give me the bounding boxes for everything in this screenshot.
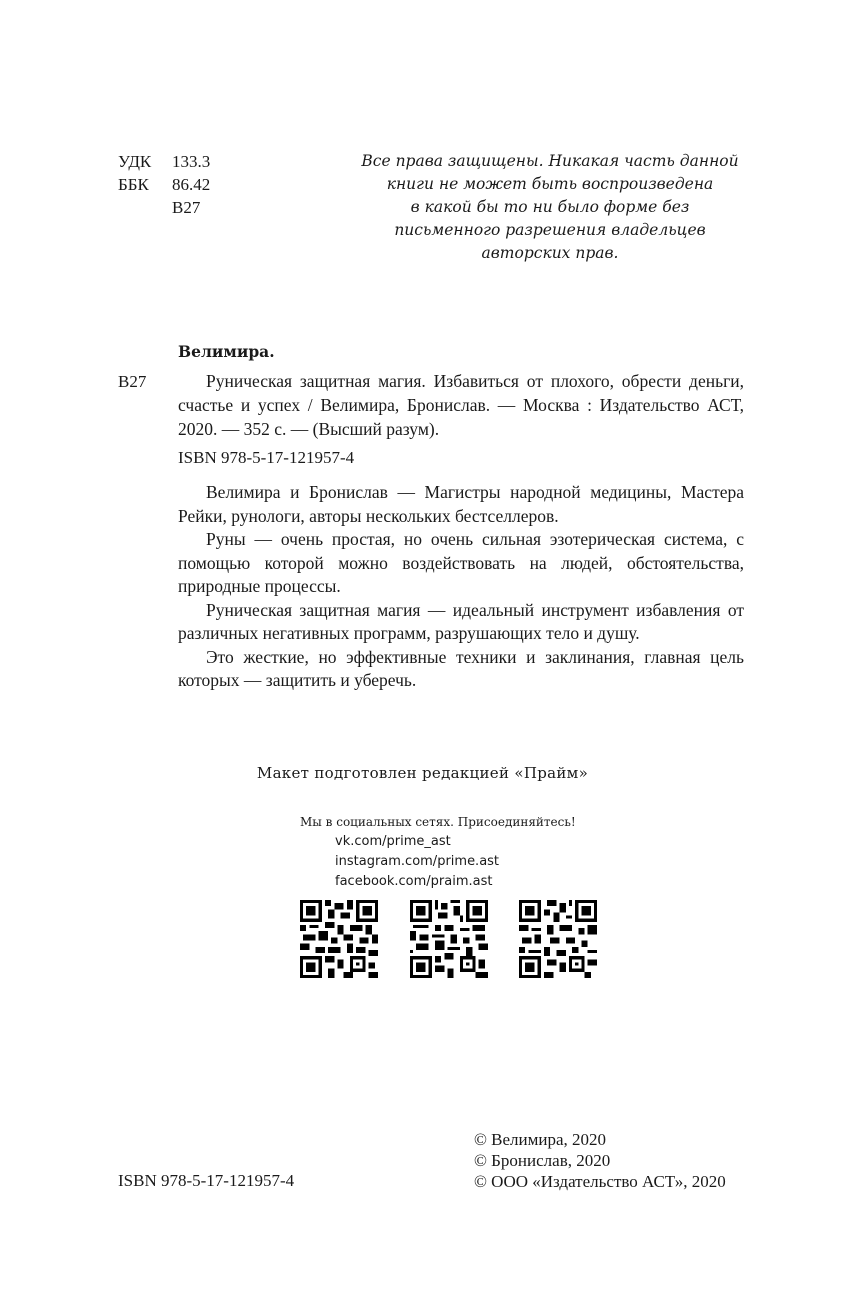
bibliography-author: Велимира. (178, 342, 275, 361)
bibliography-code: В27 (118, 372, 147, 391)
author-mark-label (118, 196, 172, 219)
annotation-paragraph: Руны — очень простая, но очень сильная эзотерическая система, с помощью которой можно воздействовать на людей, обстоятельства, природные процессы. (178, 529, 744, 596)
annotation-paragraph: Велимира и Бронислав — Магистры народной медицины, Мастера Рейки, рунологи, авторы нескольких бестселлеров. (178, 482, 744, 526)
bibliography-text: Руническая защитная магия. Избавиться от плохого, обрести деньги, счастье и успех / Велимира, Бронислав. — Москва : Издательство АСТ, 2020. — 352 с. — (Высший разум). (178, 371, 744, 439)
social-heading: Мы в социальных сетях. Присоединяйтесь! (300, 815, 576, 829)
udk-value: 133.3 (172, 152, 211, 171)
qr-code-svg (410, 900, 488, 978)
bbk-label: ББК (118, 175, 149, 194)
qr-code-facebook-icon (519, 900, 597, 978)
annotation (178, 481, 744, 693)
rights-line: в какой бы то ни было форме без (410, 198, 690, 216)
udk-row (118, 150, 210, 173)
qr-code-instagram-icon (410, 900, 488, 978)
qr-code-svg (300, 900, 378, 978)
bibliography-isbn: ISBN 978-5-17-121957-4 (178, 448, 355, 467)
author-mark-row (118, 196, 210, 219)
rights-line: книги не может быть воспроизведена (386, 175, 714, 193)
rights-line: Все права защищены. Никакая часть данной (361, 152, 739, 170)
instagram-link[interactable]: instagram.com/prime.ast (335, 854, 500, 869)
social-links (335, 832, 499, 892)
qr-code-vk-icon (300, 900, 378, 978)
copyright-block (474, 1129, 726, 1192)
layout-credit: Макет подготовлен редакцией «Прайм» (256, 764, 589, 782)
classification-codes (118, 150, 210, 219)
rights-line: авторских прав. (481, 244, 619, 262)
annotation-paragraph: Руническая защитная магия — идеальный инструмент избавления от различных негативных программ, разрушающих тело и душу. (178, 599, 744, 643)
udk-label: УДК (118, 152, 152, 171)
rights-notice (350, 150, 750, 265)
qr-code-svg (519, 900, 597, 978)
bbk-row (118, 173, 210, 196)
vk-link[interactable]: vk.com/prime_ast (335, 834, 451, 849)
author-mark-value: В27 (172, 198, 201, 217)
bbk-value: 86.42 (172, 175, 211, 194)
copyright-line: © Велимира, 2020 (474, 1130, 607, 1149)
copyright-line: © ООО «Издательство АСТ», 2020 (474, 1172, 726, 1191)
footer-isbn: ISBN 978-5-17-121957-4 (118, 1171, 295, 1190)
annotation-paragraph: Это жесткие, но эффективные техники и заклинания, главная цель которых — защитить и уберечь. (178, 646, 744, 690)
copyright-line: © Бронислав, 2020 (474, 1151, 611, 1170)
rights-line: письменного разрешения владельцев (394, 221, 706, 239)
facebook-link[interactable]: facebook.com/praim.ast (335, 874, 493, 889)
bibliography-description (178, 369, 744, 441)
